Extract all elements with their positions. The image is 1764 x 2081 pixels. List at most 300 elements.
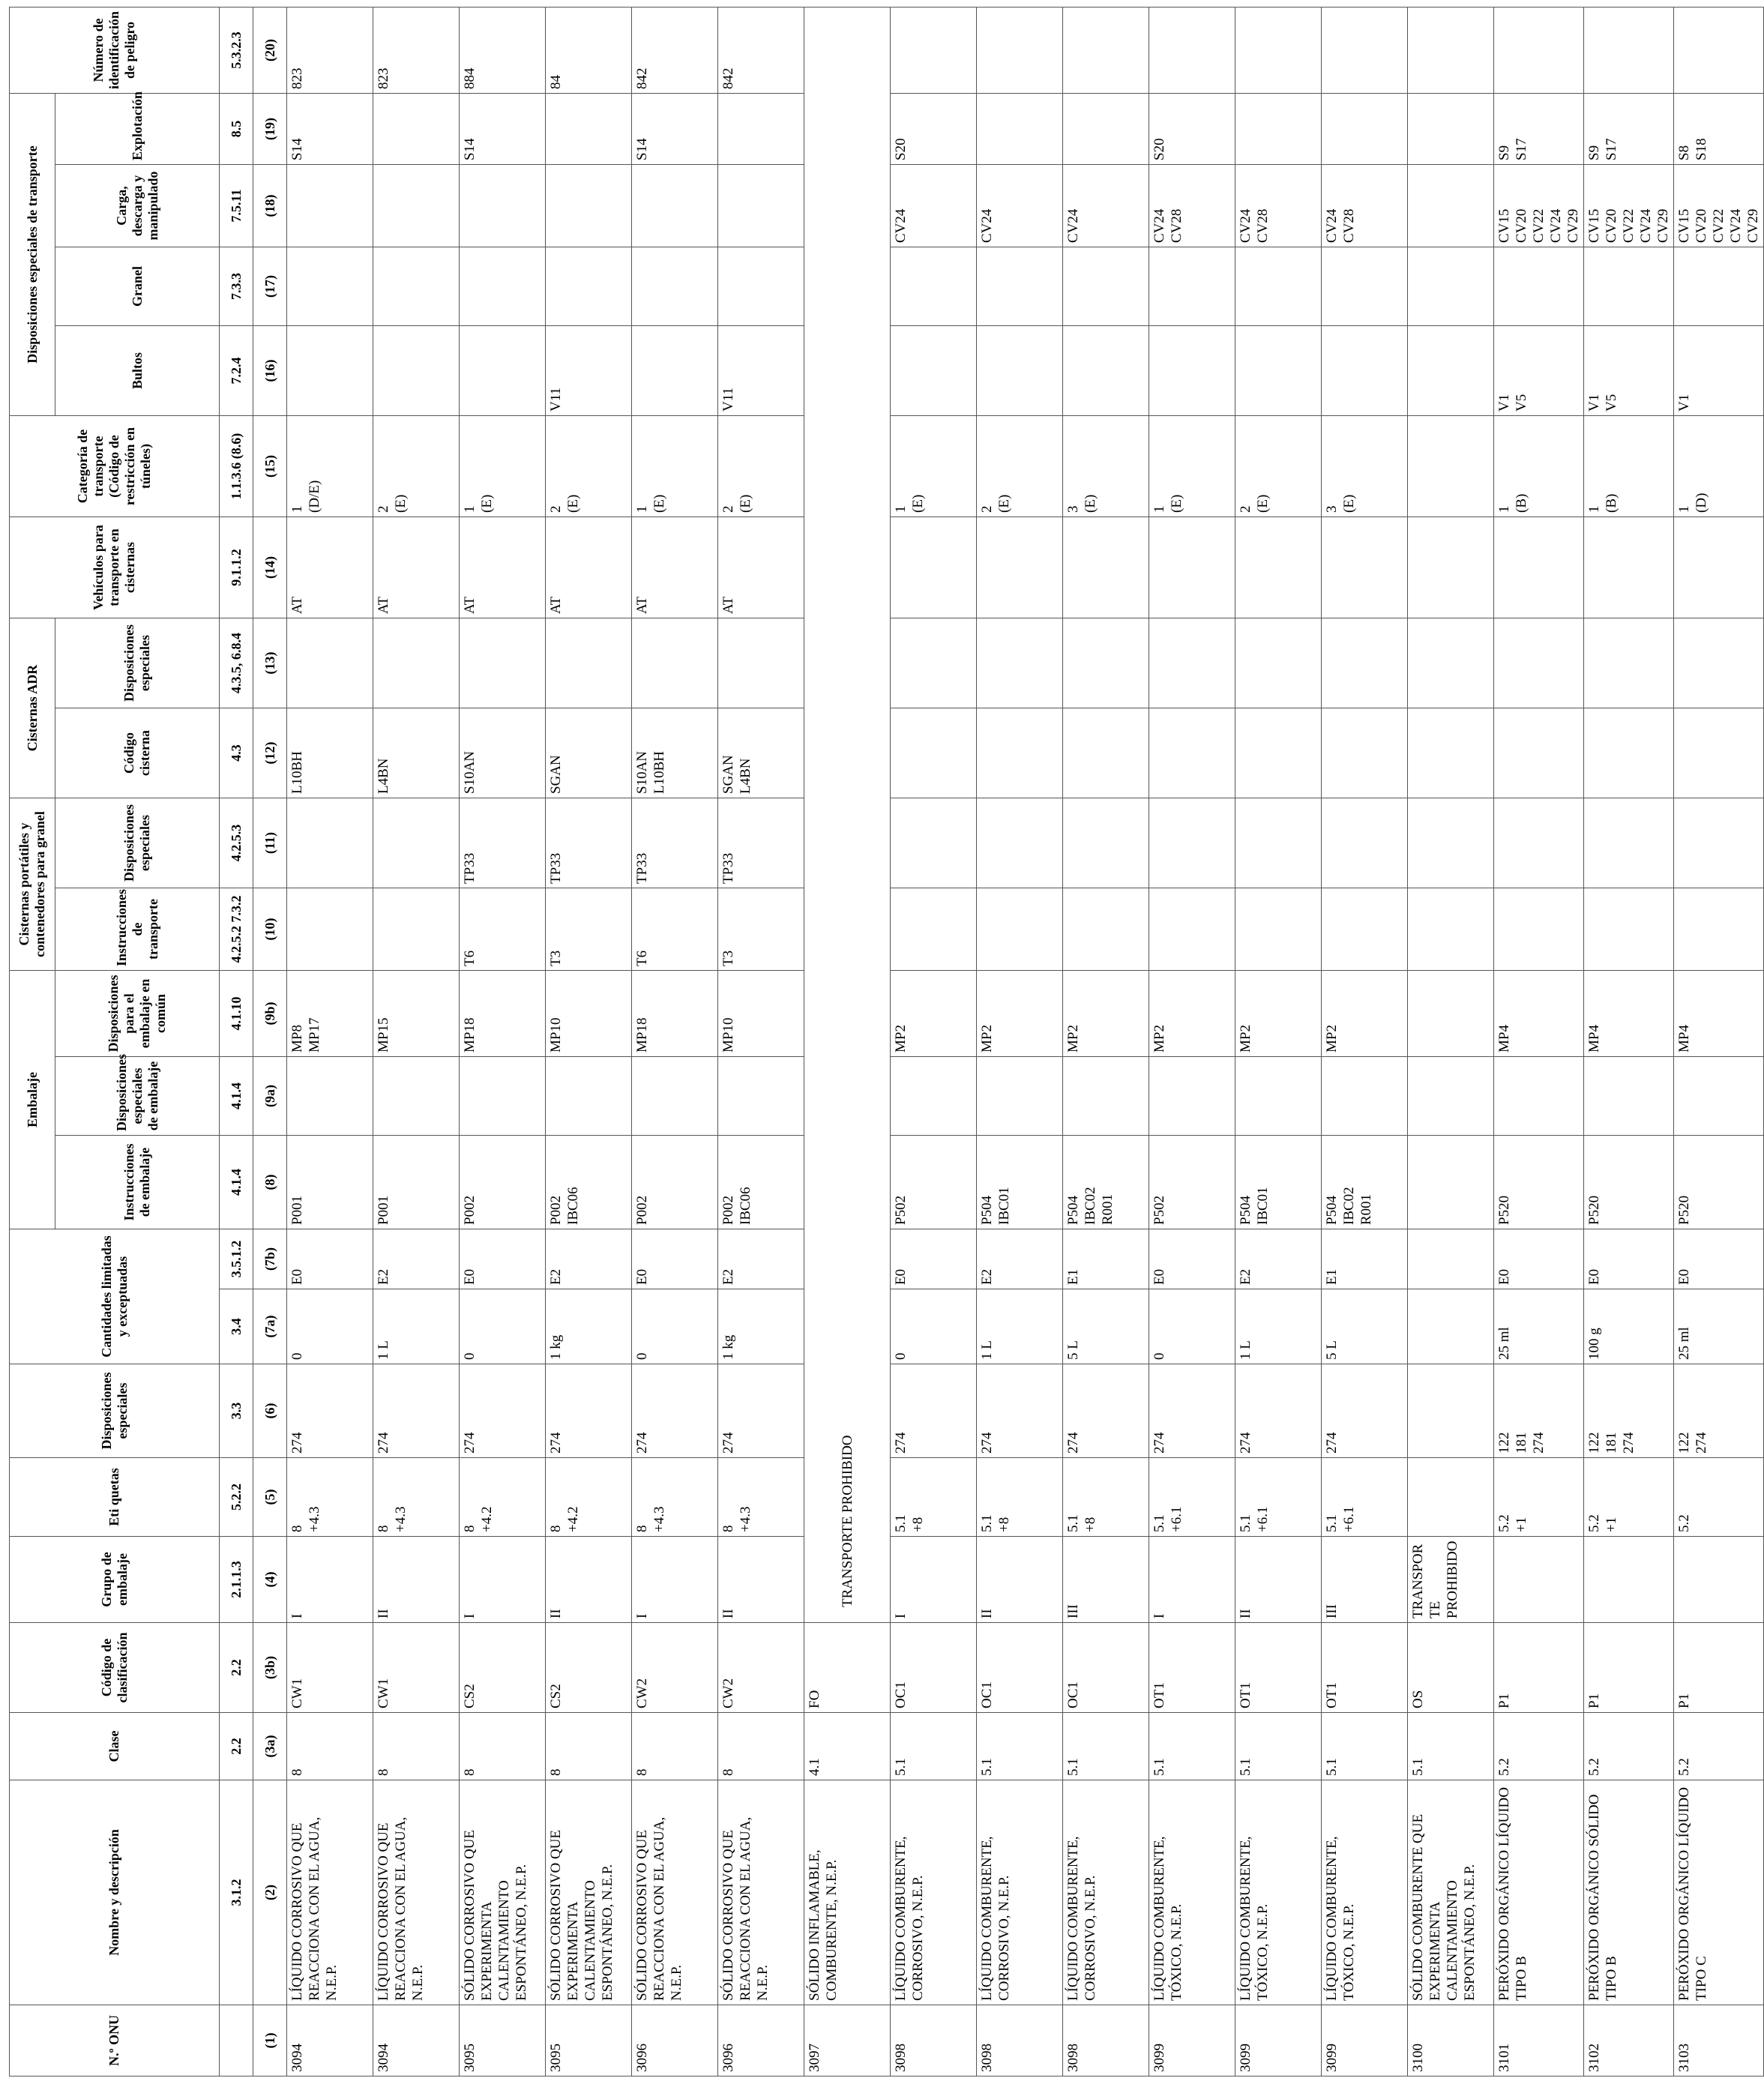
- group-cisternas-portatiles: Cisternas portátiles y contenedores para granel: [10, 798, 55, 970]
- hazard-id-cell: 823: [287, 7, 373, 93]
- column-number: (18): [253, 164, 287, 247]
- bulk-cell: [632, 247, 718, 325]
- hazard-id-cell: [1494, 7, 1584, 93]
- tank-vehicle-cell: AT: [460, 517, 546, 618]
- portable-tank-special-cell: [1494, 798, 1584, 888]
- loading-cell: CV15 CV20 CV22 CV24 CV29: [1494, 164, 1584, 247]
- name-cell: PERÓXIDO ORGÁNICO SÓLIDO TIPO B: [1584, 1780, 1674, 2005]
- tank-vehicle-cell: [1494, 517, 1584, 618]
- excepted-quantity-cell: E0: [1584, 1229, 1674, 1289]
- portable-tank-special-cell: [1235, 798, 1322, 888]
- section-ref: 2.1.1.3: [220, 1537, 253, 1623]
- header-packing-instructions: Instrucciones de embalaje: [55, 1136, 220, 1229]
- transport-category-cell: 2 (E): [546, 415, 632, 517]
- column-number: (6): [253, 1364, 287, 1458]
- packages-cell: [891, 325, 977, 415]
- packing-instruction-cell: P504 IBC02 R001: [1322, 1136, 1408, 1229]
- limited-quantity-cell: 0: [460, 1289, 546, 1364]
- packing-group-cell: I: [1149, 1537, 1235, 1623]
- transport-category-cell: 3 (E): [1322, 415, 1408, 517]
- operation-cell: [373, 93, 460, 164]
- limited-quantity-cell: 0: [1149, 1289, 1235, 1364]
- special-provisions-cell: 274: [373, 1364, 460, 1458]
- packing-instruction-cell: P502: [1149, 1136, 1235, 1229]
- tank-special-cell: [1494, 618, 1584, 708]
- packing-instruction-cell: P520: [1494, 1136, 1584, 1229]
- packages-cell: [373, 325, 460, 415]
- tank-special-cell: [977, 618, 1063, 708]
- classification-code-cell: OT1: [1322, 1623, 1408, 1713]
- header-tank-code: Código cisterna: [55, 708, 220, 798]
- portable-tank-special-cell: TP33: [632, 798, 718, 888]
- classification-code-cell: CS2: [460, 1623, 546, 1713]
- loading-cell: CV24 CV28: [1235, 164, 1322, 247]
- portable-tank-instruction-cell: [1063, 888, 1149, 970]
- section-ref: 7.2.4: [220, 325, 253, 415]
- loading-cell: [632, 164, 718, 247]
- packages-cell: [1322, 325, 1408, 415]
- packing-instruction-cell: P002 IBC06: [718, 1136, 804, 1229]
- class-cell: 5.2: [1584, 1713, 1674, 1780]
- portable-tank-special-cell: [1584, 798, 1674, 888]
- special-packing-cell: [1408, 1057, 1494, 1136]
- un-number-cell: 3099: [1322, 2005, 1408, 2077]
- mixed-packing-cell: MP2: [1063, 970, 1149, 1056]
- special-provisions-cell: 274: [1235, 1364, 1322, 1458]
- tank-vehicle-cell: [1322, 517, 1408, 618]
- classification-code-cell: P1: [1494, 1623, 1584, 1713]
- limited-quantity-cell: 1 L: [373, 1289, 460, 1364]
- labels-cell: 5.1 +6.1: [1235, 1458, 1322, 1537]
- un-number-cell: 3101: [1494, 2005, 1584, 2077]
- loading-cell: [1408, 164, 1494, 247]
- un-number-cell: 3095: [460, 2005, 546, 2077]
- packing-group-cell: III: [1063, 1537, 1149, 1623]
- packages-cell: V11: [718, 325, 804, 415]
- portable-tank-special-cell: [1063, 798, 1149, 888]
- section-ref: 4.2.5.2 7.3.2: [220, 888, 253, 970]
- un-number-cell: 3100: [1408, 2005, 1494, 2077]
- class-cell: 8: [546, 1713, 632, 1780]
- group-disposiciones-transporte: Disposiciones especiales de transporte: [10, 93, 55, 415]
- packing-group-cell: II: [718, 1537, 804, 1623]
- special-provisions-cell: 122 181 274: [1584, 1364, 1674, 1458]
- bulk-cell: [1408, 247, 1494, 325]
- table-row: [1408, 7, 1494, 2076]
- operation-cell: S8 S18: [1674, 93, 1764, 164]
- name-cell: LÍQUIDO CORROSIVO QUE REACCIONA CON EL AGUA, N.E.P.: [287, 1780, 373, 2005]
- packing-group-cell: II: [1235, 1537, 1322, 1623]
- labels-cell: 5.1 +8: [891, 1458, 977, 1537]
- hazard-id-cell: [977, 7, 1063, 93]
- table-row: [1322, 7, 1408, 2076]
- header-packages: Bultos: [55, 325, 220, 415]
- operation-cell: [1235, 93, 1322, 164]
- tank-code-cell: SGAN L4BN: [718, 708, 804, 798]
- hazard-id-cell: [1149, 7, 1235, 93]
- section-ref: 4.3: [220, 708, 253, 798]
- loading-cell: CV24: [977, 164, 1063, 247]
- loading-cell: CV24: [1063, 164, 1149, 247]
- portable-tank-instruction-cell: [891, 888, 977, 970]
- transport-category-cell: 1 (E): [632, 415, 718, 517]
- tank-code-cell: S10AN L10BH: [632, 708, 718, 798]
- special-provisions-cell: 122 274: [1674, 1364, 1764, 1458]
- limited-quantity-cell: 0: [287, 1289, 373, 1364]
- loading-cell: CV15 CV20 CV22 CV24 CV29: [1674, 164, 1764, 247]
- mixed-packing-cell: MP4: [1494, 970, 1584, 1056]
- operation-cell: S14: [287, 93, 373, 164]
- tank-code-cell: [1494, 708, 1584, 798]
- loading-cell: [718, 164, 804, 247]
- operation-cell: [977, 93, 1063, 164]
- loading-cell: [287, 164, 373, 247]
- table-row: [1235, 7, 1322, 2076]
- header-operation: Explotación: [55, 93, 220, 164]
- labels-cell: 8 +4.3: [287, 1458, 373, 1537]
- transport-category-cell: 1 (D): [1674, 415, 1764, 517]
- hazard-id-cell: 842: [718, 7, 804, 93]
- packing-group-cell: I: [287, 1537, 373, 1623]
- section-ref: 5.3.2.3: [220, 7, 253, 93]
- mixed-packing-cell: MP2: [1322, 970, 1408, 1056]
- hazard-id-cell: [1674, 7, 1764, 93]
- class-cell: 5.1: [977, 1713, 1063, 1780]
- header-tank-special: Disposiciones especiales: [55, 618, 220, 708]
- packing-group-cell: I: [632, 1537, 718, 1623]
- packing-instruction-cell: P504 IBC02 R001: [1063, 1136, 1149, 1229]
- bulk-cell: [460, 247, 546, 325]
- table-row: [632, 7, 718, 2076]
- class-cell: 8: [718, 1713, 804, 1780]
- tank-code-cell: S10AN: [460, 708, 546, 798]
- tank-vehicle-cell: [1235, 517, 1322, 618]
- column-number: (14): [253, 517, 287, 618]
- bulk-cell: [718, 247, 804, 325]
- tank-code-cell: L4BN: [373, 708, 460, 798]
- portable-tank-instruction-cell: [977, 888, 1063, 970]
- table-row: [1149, 7, 1235, 2076]
- table-row: [287, 7, 373, 2076]
- classification-code-cell: CW1: [287, 1623, 373, 1713]
- un-number-cell: 3098: [977, 2005, 1063, 2077]
- name-cell: LÍQUIDO COMBURENTE, CORROSIVO, N.E.P.: [977, 1780, 1063, 2005]
- name-cell: SÓLIDO COMBURENTE QUE EXPERIMENTA CALENTAMIENTO ESPONTÁNEO, N.E.P.: [1408, 1780, 1494, 2005]
- mixed-packing-cell: MP15: [373, 970, 460, 1056]
- transport-category-cell: 1 (E): [891, 415, 977, 517]
- tank-code-cell: [977, 708, 1063, 798]
- packages-cell: [977, 325, 1063, 415]
- classification-code-cell: P1: [1674, 1623, 1764, 1713]
- packing-instruction-cell: P504 IBC01: [1235, 1136, 1322, 1229]
- table-row: [373, 7, 460, 2076]
- section-ref: 8.5: [220, 93, 253, 164]
- un-number-cell: 3094: [373, 2005, 460, 2077]
- tank-vehicle-cell: [1674, 517, 1764, 618]
- hazard-id-cell: [1584, 7, 1674, 93]
- special-packing-cell: [718, 1057, 804, 1136]
- tank-code-cell: [1408, 708, 1494, 798]
- transport-category-cell: 1 (E): [1149, 415, 1235, 517]
- mixed-packing-cell: MP18: [632, 970, 718, 1056]
- mixed-packing-cell: MP2: [1235, 970, 1322, 1056]
- column-number: (13): [253, 618, 287, 708]
- name-cell: LÍQUIDO COMBURENTE, CORROSIVO, N.E.P.: [1063, 1780, 1149, 2005]
- labels-cell: 8 +4.2: [546, 1458, 632, 1537]
- bulk-cell: [977, 247, 1063, 325]
- portable-tank-instruction-cell: [1235, 888, 1322, 970]
- portable-tank-instruction-cell: T6: [632, 888, 718, 970]
- packing-group-cell: TRANSPOR TE PROHIBIDO: [1408, 1537, 1494, 1623]
- labels-cell: [1408, 1458, 1494, 1537]
- packages-cell: [1408, 325, 1494, 415]
- un-number-cell: 3098: [1063, 2005, 1149, 2077]
- packing-group-cell: I: [891, 1537, 977, 1623]
- packing-instruction-cell: P002: [460, 1136, 546, 1229]
- tank-code-cell: SGAN: [546, 708, 632, 798]
- portable-tank-special-cell: [891, 798, 977, 888]
- class-cell: 8: [373, 1713, 460, 1780]
- mixed-packing-cell: MP4: [1584, 970, 1674, 1056]
- excepted-quantity-cell: E0: [1674, 1229, 1764, 1289]
- portable-tank-instruction-cell: T6: [460, 888, 546, 970]
- packing-instruction-cell: P502: [891, 1136, 977, 1229]
- tank-vehicle-cell: AT: [632, 517, 718, 618]
- portable-tank-instruction-cell: [1674, 888, 1764, 970]
- tank-vehicle-cell: [1408, 517, 1494, 618]
- labels-cell: 5.1 +6.1: [1149, 1458, 1235, 1537]
- packing-group-cell: II: [373, 1537, 460, 1623]
- tank-special-cell: [891, 618, 977, 708]
- operation-cell: S14: [632, 93, 718, 164]
- packing-instruction-cell: [1408, 1136, 1494, 1229]
- bulk-cell: [891, 247, 977, 325]
- section-ref: 9.1.1.2: [220, 517, 253, 618]
- packing-instruction-cell: P002: [632, 1136, 718, 1229]
- limited-quantity-cell: 0: [891, 1289, 977, 1364]
- column-number: (8): [253, 1136, 287, 1229]
- table-row: [546, 7, 632, 2076]
- column-number: (10): [253, 888, 287, 970]
- column-number: (9a): [253, 1057, 287, 1136]
- section-ref: 4.2.5.3: [220, 798, 253, 888]
- hazard-id-cell: [891, 7, 977, 93]
- portable-tank-special-cell: [977, 798, 1063, 888]
- tank-special-cell: [632, 618, 718, 708]
- excepted-quantity-cell: E0: [891, 1229, 977, 1289]
- rotated-table-wrapper: [9, 7, 1761, 2077]
- loading-cell: [460, 164, 546, 247]
- labels-cell: 8 +4.3: [373, 1458, 460, 1537]
- mixed-packing-cell: MP18: [460, 970, 546, 1056]
- packing-group-cell: [1584, 1537, 1674, 1623]
- classification-code-cell: OC1: [977, 1623, 1063, 1713]
- operation-cell: S20: [1149, 93, 1235, 164]
- loading-cell: CV15 CV20 CV22 CV24 CV29: [1584, 164, 1674, 247]
- column-number: (19): [253, 93, 287, 164]
- column-number: (11): [253, 798, 287, 888]
- name-cell: LÍQUIDO COMBURENTE, CORROSIVO, N.E.P.: [891, 1780, 977, 2005]
- tank-special-cell: [546, 618, 632, 708]
- packages-cell: [632, 325, 718, 415]
- class-cell: 5.1: [891, 1713, 977, 1780]
- special-packing-cell: [1322, 1057, 1408, 1136]
- name-cell: LÍQUIDO COMBURENTE, TÓXICO, N.E.P.: [1149, 1780, 1235, 2005]
- hazard-id-cell: [1322, 7, 1408, 93]
- classification-code-cell: OS: [1408, 1623, 1494, 1713]
- bulk-cell: [1063, 247, 1149, 325]
- un-number-cell: 3096: [632, 2005, 718, 2077]
- packages-cell: [1235, 325, 1322, 415]
- loading-cell: CV24 CV28: [1149, 164, 1235, 247]
- header-tank-vehicle: Vehículos para transporte en cisternas: [10, 517, 220, 618]
- tank-vehicle-cell: AT: [718, 517, 804, 618]
- packages-cell: V1 V5: [1584, 325, 1674, 415]
- special-packing-cell: [287, 1057, 373, 1136]
- limited-quantity-cell: 1 kg: [546, 1289, 632, 1364]
- transport-category-cell: 2 (E): [977, 415, 1063, 517]
- header-bulk: Granel: [55, 247, 220, 325]
- special-provisions-cell: 122 181 274: [1494, 1364, 1584, 1458]
- classification-code-cell: OC1: [891, 1623, 977, 1713]
- special-provisions-cell: 274: [1063, 1364, 1149, 1458]
- table-row: [460, 7, 546, 2076]
- transport-category-cell: 3 (E): [1063, 415, 1149, 517]
- special-provisions-cell: 274: [1149, 1364, 1235, 1458]
- excepted-quantity-cell: E2: [718, 1229, 804, 1289]
- limited-quantity-cell: 0: [632, 1289, 718, 1364]
- hazard-id-cell: 84: [546, 7, 632, 93]
- portable-tank-instruction-cell: T3: [546, 888, 632, 970]
- portable-tank-instruction-cell: [1584, 888, 1674, 970]
- excepted-quantity-cell: E0: [287, 1229, 373, 1289]
- header-special-provisions: Disposiciones especiales: [10, 1364, 220, 1458]
- limited-quantity-cell: 100 g: [1584, 1289, 1674, 1364]
- transport-category-cell: 2 (E): [718, 415, 804, 517]
- portable-tank-instruction-cell: [1408, 888, 1494, 970]
- operation-cell: S9 S17: [1584, 93, 1674, 164]
- transport-category-cell: 2 (E): [1235, 415, 1322, 517]
- tank-vehicle-cell: [977, 517, 1063, 618]
- tank-vehicle-cell: AT: [287, 517, 373, 618]
- labels-cell: 8 +4.3: [718, 1458, 804, 1537]
- tank-vehicle-cell: [1149, 517, 1235, 618]
- labels-cell: 5.2 +1: [1494, 1458, 1584, 1537]
- column-number: (20): [253, 7, 287, 93]
- transport-category-cell: 1 (D/E): [287, 415, 373, 517]
- section-ref: 3.1.2: [220, 1780, 253, 2005]
- portable-tank-instruction-cell: T3: [718, 888, 804, 970]
- tank-special-cell: [287, 618, 373, 708]
- packing-group-cell: II: [977, 1537, 1063, 1623]
- header-classification-code: Código de clasificación: [10, 1623, 220, 1713]
- excepted-quantity-cell: E1: [1063, 1229, 1149, 1289]
- tank-special-cell: [1063, 618, 1149, 708]
- hazard-id-cell: 823: [373, 7, 460, 93]
- packing-instruction-cell: P001: [373, 1136, 460, 1229]
- portable-tank-special-cell: TP33: [460, 798, 546, 888]
- transport-prohibited-cell: TRANSPORTE PROHIBIDO: [804, 7, 891, 1622]
- header-packing-group: Grupo de embalaje: [10, 1537, 220, 1623]
- transport-category-cell: 1 (B): [1494, 415, 1584, 517]
- portable-tank-special-cell: [1408, 798, 1494, 888]
- operation-cell: [546, 93, 632, 164]
- packages-cell: V11: [546, 325, 632, 415]
- table-row: [1584, 7, 1674, 2076]
- column-number: (3a): [253, 1713, 287, 1780]
- special-packing-cell: [460, 1057, 546, 1136]
- section-ref: 3.5.1.2: [220, 1229, 253, 1289]
- labels-cell: 5.1 +8: [977, 1458, 1063, 1537]
- tank-vehicle-cell: AT: [546, 517, 632, 618]
- portable-tank-instruction-cell: [1322, 888, 1408, 970]
- packing-group-cell: I: [460, 1537, 546, 1623]
- packing-instruction-cell: P002 IBC06: [546, 1136, 632, 1229]
- tank-special-cell: [1149, 618, 1235, 708]
- class-cell: 8: [287, 1713, 373, 1780]
- un-number-cell: 3099: [1149, 2005, 1235, 2077]
- classification-code-cell: CW2: [718, 1623, 804, 1713]
- name-cell: PERÓXIDO ORGÁNICO LÍQUIDO TIPO B: [1494, 1780, 1584, 2005]
- special-packing-cell: [373, 1057, 460, 1136]
- limited-quantity-cell: 1 L: [1235, 1289, 1322, 1364]
- hazard-id-cell: [1235, 7, 1322, 93]
- un-number-cell: 3098: [891, 2005, 977, 2077]
- bulk-cell: [1235, 247, 1322, 325]
- header-portable-tank-special: Disposiciones especiales: [55, 798, 220, 888]
- packing-group-cell: II: [546, 1537, 632, 1623]
- mixed-packing-cell: MP2: [891, 970, 977, 1056]
- special-packing-cell: [1063, 1057, 1149, 1136]
- bulk-cell: [1322, 247, 1408, 325]
- table-row: [718, 7, 804, 2076]
- operation-cell: S9 S17: [1494, 93, 1584, 164]
- tank-code-cell: [1674, 708, 1764, 798]
- mixed-packing-cell: MP2: [1149, 970, 1235, 1056]
- section-ref: 2.2: [220, 1713, 253, 1780]
- portable-tank-special-cell: [287, 798, 373, 888]
- operation-cell: [1322, 93, 1408, 164]
- section-ref: 2.2: [220, 1623, 253, 1713]
- portable-tank-instruction-cell: [1494, 888, 1584, 970]
- mixed-packing-cell: MP8 MP17: [287, 970, 373, 1056]
- section-ref: 4.3.5, 6.8.4: [220, 618, 253, 708]
- column-number: (16): [253, 325, 287, 415]
- table-row: [977, 7, 1063, 2076]
- dangerous-goods-table: [9, 7, 1764, 2077]
- operation-cell: [1408, 93, 1494, 164]
- hazard-id-cell: 842: [632, 7, 718, 93]
- section-ref: 5.2.2: [220, 1458, 253, 1537]
- special-provisions-cell: 274: [287, 1364, 373, 1458]
- portable-tank-special-cell: [1322, 798, 1408, 888]
- special-packing-cell: [1584, 1057, 1674, 1136]
- tank-vehicle-cell: [1063, 517, 1149, 618]
- portable-tank-special-cell: TP33: [718, 798, 804, 888]
- excepted-quantity-cell: E2: [977, 1229, 1063, 1289]
- column-number: (5): [253, 1458, 287, 1537]
- un-number-cell: 3095: [546, 2005, 632, 2077]
- bulk-cell: [1584, 247, 1674, 325]
- mixed-packing-cell: MP10: [546, 970, 632, 1056]
- special-provisions-cell: 274: [460, 1364, 546, 1458]
- tank-special-cell: [1322, 618, 1408, 708]
- header-hazard-id: Número de identificación de peligro: [10, 7, 220, 93]
- un-number-cell: 3099: [1235, 2005, 1322, 2077]
- table-row: [804, 7, 891, 2076]
- transport-category-cell: 1 (E): [460, 415, 546, 517]
- un-number-cell: 3094: [287, 2005, 373, 2077]
